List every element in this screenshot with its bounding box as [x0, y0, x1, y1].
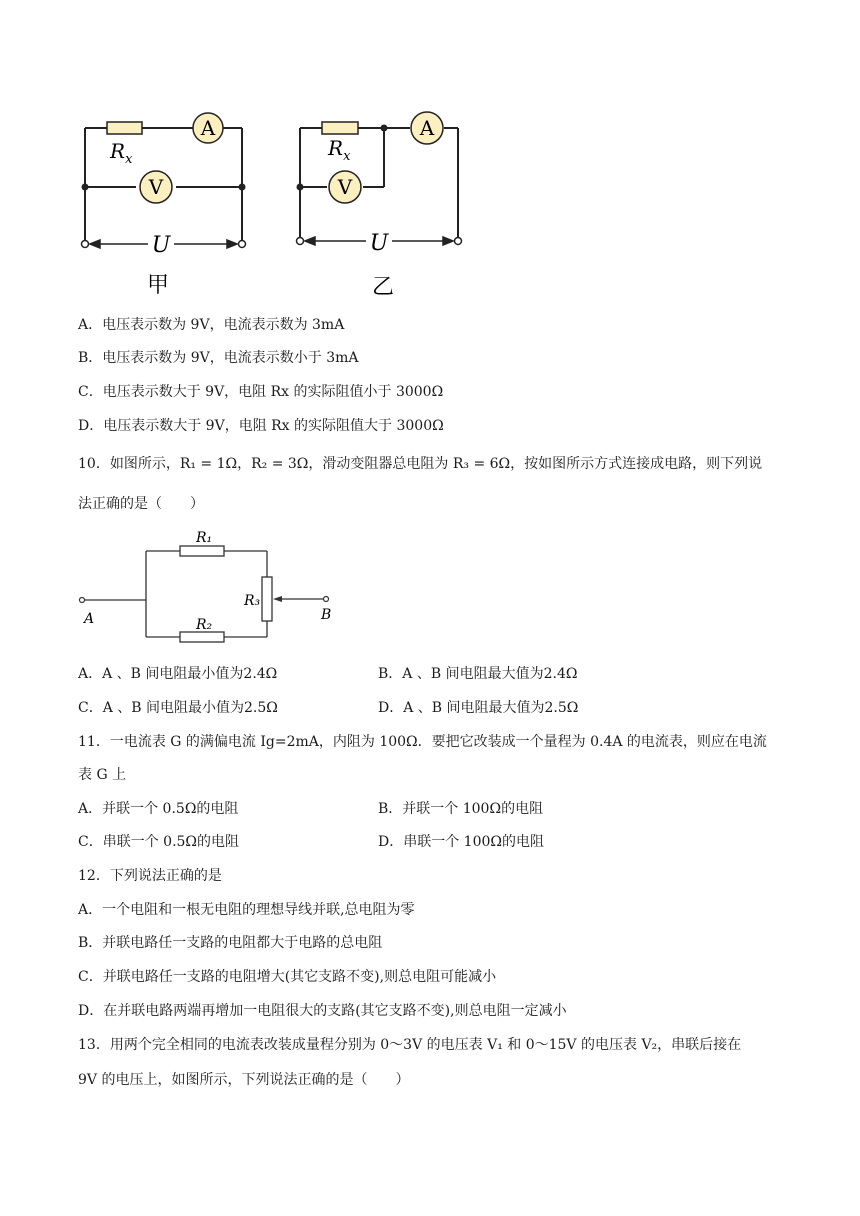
- q11-option-a: A．并联一个 0.5Ω的电阻: [78, 801, 239, 817]
- ammeter-right-label: A: [419, 116, 435, 140]
- q12-option-d: D．在并联电路两端再增加一电阻很大的支路(其它支路不变),则总电阻一定减小: [78, 1003, 567, 1019]
- r1-label: R₁: [196, 530, 213, 546]
- q10-option-c: C．A 、B 间电阻最小值为2.5Ω: [78, 700, 278, 716]
- q10-stem-line2: 法正确的是（ ）: [78, 496, 204, 512]
- q10-option-a: A．A 、B 间电阻最小值为2.4Ω: [78, 666, 278, 682]
- q12-option-b: B．并联电路任一支路的电阻都大于电路的总电阻: [78, 935, 383, 951]
- ammeter-left-label: A: [200, 116, 216, 140]
- q9-option-b: B．电压表示数为 9V，电流表示数小于 3mA: [78, 350, 359, 366]
- u-label-right: U: [369, 231, 389, 256]
- r3-rheostat: [262, 577, 272, 621]
- r3-label: R₃: [244, 593, 261, 609]
- q10-stem-line1: 10．如图所示，R₁ = 1Ω，R₂ = 3Ω，滑动变阻器总电阻为 R₃ = 6Ω，按如图所示方式连接成电路，则下列说: [78, 456, 763, 472]
- rx-resistor-right: [322, 122, 358, 134]
- q11-stem-line1: 11．一电流表 G 的满偏电流 Ig=2mA，内阻为 100Ω．要把它改装成一个量程为 0.4A 的电流表，则应在电流: [78, 734, 767, 750]
- q12-option-c: C．并联电路任一支路的电阻增大(其它支路不变),则总电阻可能减小: [78, 969, 497, 985]
- q12-stem: 12．下列说法正确的是: [78, 868, 222, 884]
- u-label-left: U: [151, 233, 171, 258]
- q13-stem-line1: 13．用两个完全相同的电流表改装成量程分别为 0～3V 的电压表 V₁ 和 0～15V 的电压表 V₂，串联后接在: [78, 1037, 742, 1053]
- q11-option-b: B．并联一个 100Ω的电阻: [378, 801, 544, 817]
- r1-resistor: [180, 546, 224, 556]
- q11-option-d: D．串联一个 100Ω的电阻: [378, 834, 545, 850]
- caption-yi: 乙: [371, 275, 395, 300]
- voltmeter-left-label: V: [148, 175, 164, 199]
- terminal-b-label: B: [321, 607, 332, 623]
- rx-label-right: $R_x$: [328, 136, 351, 164]
- terminal-a-label: A: [84, 611, 95, 627]
- r2-label: R₂: [196, 617, 213, 633]
- q13-stem-line2: 9V 的电压上，如图所示，下列说法正确的是（ ）: [78, 1072, 410, 1088]
- q10-circuit-figure: [72, 525, 342, 650]
- rx-resistor-left: [107, 122, 142, 134]
- q10-option-d: D．A 、B 间电阻最大值为2.5Ω: [378, 700, 579, 716]
- q11-stem-line2: 表 G 上: [78, 767, 127, 783]
- q12-option-a: A．一个电阻和一根无电阻的理想导线并联,总电阻为零: [78, 902, 415, 918]
- rx-label-left: $R_x$: [110, 139, 133, 167]
- q9-option-c: C．电压表示数大于 9V，电阻 Rx 的实际阻值小于 3000Ω: [78, 384, 444, 400]
- q10-option-b: B．A 、B 间电阻最大值为2.4Ω: [378, 666, 578, 682]
- q9-option-a: A．电压表示数为 9V，电流表示数为 3mA: [78, 317, 345, 333]
- voltmeter-right-label: V: [337, 175, 353, 199]
- caption-jia: 甲: [146, 273, 170, 298]
- q11-option-c: C．串联一个 0.5Ω的电阻: [78, 834, 240, 850]
- q9-option-d: D．电压表示数大于 9V，电阻 Rx 的实际阻值大于 3000Ω: [78, 418, 444, 434]
- r2-resistor: [180, 632, 224, 642]
- q9-circuit-figure: [70, 110, 470, 310]
